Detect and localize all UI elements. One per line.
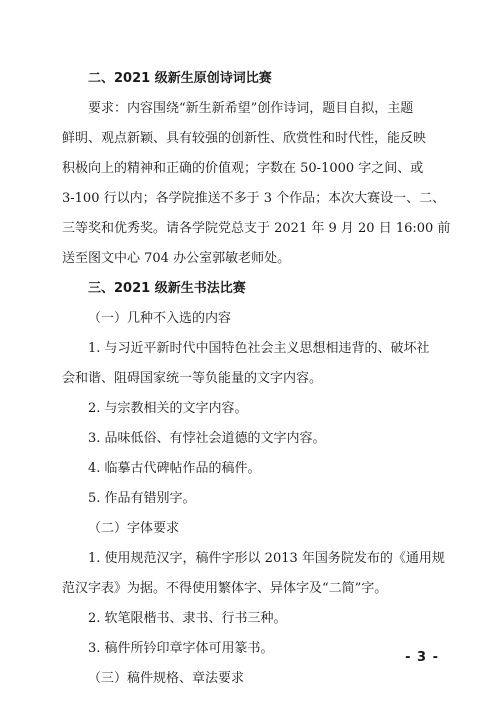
part-3-title: （三）稿件规格、章法要求 <box>88 671 245 686</box>
part-2-item-1 <box>62 544 445 604</box>
part-2-title: （二）字体要求 <box>88 521 180 536</box>
part-1-item-4: 4. 临摹古代碑帖作品的稿件。 <box>88 461 261 476</box>
text-line: 要求：内容围绕“新生新希望”创作诗词，题目自拟，主题 <box>88 101 414 116</box>
text-line: 送至图文中心 704 办公室郭敏老师处。 <box>62 251 291 266</box>
part-1-item-5: 5. 作品有错别字。 <box>88 491 196 506</box>
page-number: - 3 - <box>405 650 439 665</box>
text-line: 3-100 行以内；各学院推送不多于 3 个作品；本次大赛设一、二、 <box>62 191 446 206</box>
part-2-item-2: 2. 软笔限楷书、隶书、行书三种。 <box>88 611 287 626</box>
part-1-item-1 <box>62 334 440 394</box>
part-1-item-3: 3. 品味低俗、有悖社会道德的文字内容。 <box>88 431 326 446</box>
part-2-item-3: 3. 稿件所钤印章字体可用篆书。 <box>88 641 274 656</box>
text-line: 鲜明、观点新颖、具有较强的创新性、欣赏性和时代性，能反映 <box>62 131 427 146</box>
document-body <box>62 64 451 694</box>
section-3-heading: 三、2021 级新生书法比赛 <box>88 281 246 296</box>
text-line: 1. 与习近平新时代中国特色社会主义思想相违背的、破坏社 <box>88 341 430 356</box>
part-1-title: （一）几种不入选的内容 <box>88 311 232 326</box>
text-line: 积极向上的精神和正确的价值观；字数在 50-1000 字之间、或 <box>62 161 424 176</box>
section-2-requirements <box>62 94 451 274</box>
text-line: 会和谐、阻碍国家统一等负能量的文字内容。 <box>62 371 323 386</box>
section-2-heading: 二、2021 级新生原创诗词比赛 <box>88 71 272 86</box>
text-line: 1. 使用规范汉字，稿件字形以 2013 年国务院发布的《通用规 <box>88 551 445 566</box>
part-1-item-2: 2. 与宗教相关的文字内容。 <box>88 401 248 416</box>
text-line: 三等奖和优秀奖。请各学院党总支于 2021 年 9 月 20 日 16:00 前 <box>62 221 451 236</box>
text-line: 范汉字表》为据。不得使用繁体字、异体字及“二简”字。 <box>62 581 388 596</box>
